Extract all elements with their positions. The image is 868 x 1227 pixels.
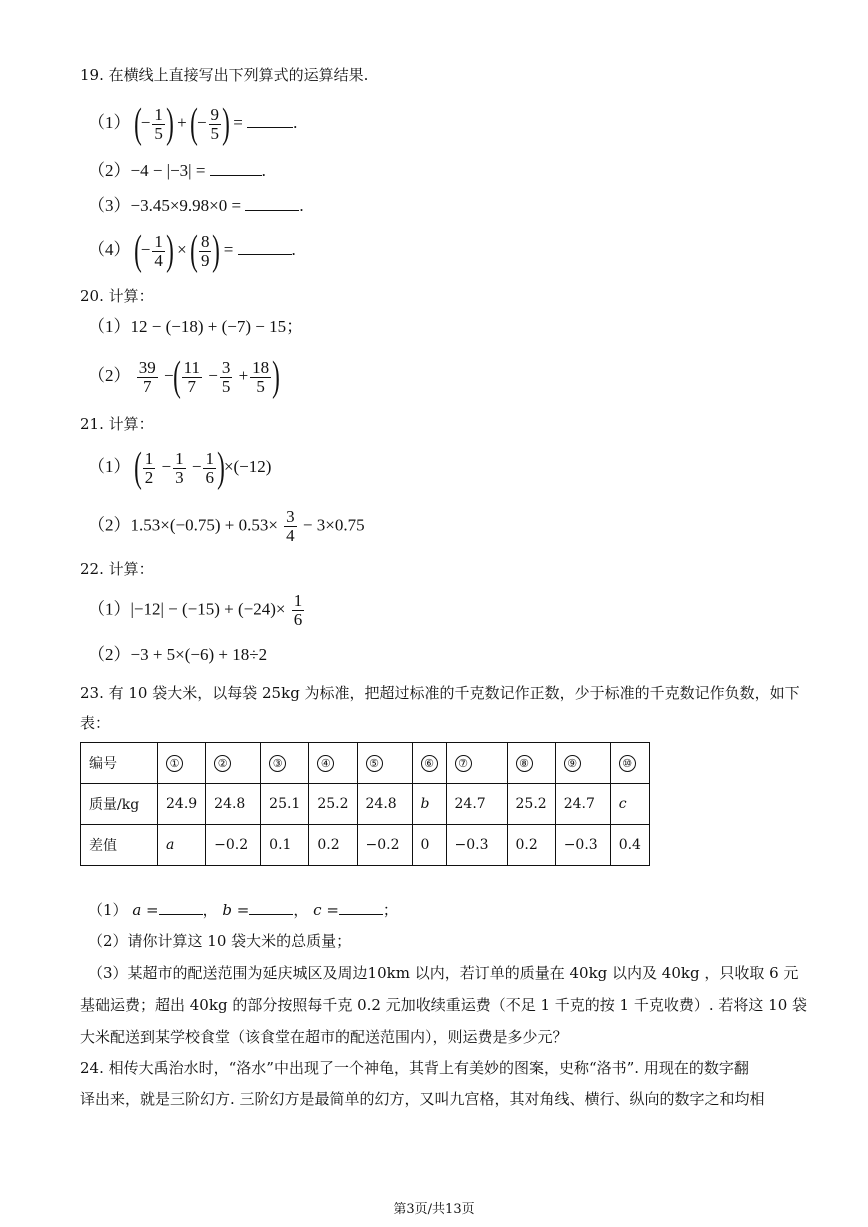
table-cell: ② (214, 755, 231, 772)
table-cell: 24.8 (357, 784, 412, 825)
answer-blank[interactable] (159, 900, 203, 915)
page-footer: 第3页/共13页 (393, 1202, 475, 1217)
q23-part3-1: （3）某超市的配送范围为延庆城区及周边10km 以内，若订单的质量在 40kg 以内及 40kg ，只收取 6 元 (88, 964, 799, 982)
table-cell: ⑩ (619, 755, 636, 772)
table-cell: 0.2 (309, 825, 357, 866)
answer-blank[interactable] (245, 196, 299, 211)
answer-blank[interactable] (238, 240, 292, 255)
table-cell: −0.2 (206, 825, 261, 866)
table-cell: −0.3 (446, 825, 507, 866)
q21-title: 21. 计算： (80, 415, 154, 433)
table-cell: 25.2 (507, 784, 555, 825)
q24-line-2: 译出来，就是三阶幻方. 三阶幻方是最简单的幻方，又叫九宫格，其对角线、横行、纵向的数字之和均相 (80, 1090, 765, 1108)
q19-part3: （3）−3.45×9.98×0 = . (88, 196, 304, 215)
row-header: 编号 (81, 743, 158, 784)
q20-title: 20. 计算： (80, 287, 154, 305)
table-cell: 0 (412, 825, 446, 866)
q23-intro-1: 23. 有 10 袋大米，以每袋 25kg 为标准，把超过标准的千克数记作正数，少于标准的千克数记作负数，如下 (80, 684, 800, 702)
q21-part2: （2）1.53×(−0.75) + 0.53× $\frac{3}{4}$ − 3×0.75 (88, 507, 365, 545)
table-cell: ⑦ (455, 755, 472, 772)
answer-blank[interactable] (247, 113, 293, 128)
table-cell: a (158, 825, 206, 866)
row-header: 差值 (81, 825, 158, 866)
table-cell: −0.3 (555, 825, 610, 866)
table-row (81, 784, 650, 825)
q22-title: 22. 计算： (80, 560, 154, 578)
q24-line-1: 24. 相传大禹治水时，“洛水”中出现了一个神龟，其背上有美妙的图案，史称“洛书”. 用现在的数字翻 (80, 1059, 749, 1077)
table-cell: ⑤ (366, 755, 383, 772)
q20-part1: （1）12 − (−18) + (−7) − 15； (88, 317, 304, 336)
table-row (81, 743, 650, 784)
answer-blank[interactable] (339, 900, 383, 915)
q23-part2: （2）请你计算这 10 袋大米的总质量； (88, 932, 352, 950)
answer-blank[interactable] (210, 161, 262, 176)
q22-part2: （2）−3 + 5×(−6) + 18÷2 (88, 645, 268, 664)
table-cell: 25.2 (309, 784, 357, 825)
q20-part2: （2） $\frac{39}{7}$ −( $\frac{11}{7}$ − $\frac{3}{5}$ + $\frac{18}{5}$ ) (88, 354, 281, 400)
table-cell: ① (166, 755, 183, 772)
table-cell: −0.2 (357, 825, 412, 866)
table-cell: b (412, 784, 446, 825)
table-cell: 24.8 (206, 784, 261, 825)
table-cell: ③ (269, 755, 286, 772)
table-cell: 0.4 (610, 825, 649, 866)
answer-blank[interactable] (249, 900, 293, 915)
q23-part3-3: 大米配送到某学校食堂（该食堂在超市的配送范围内），则运费是多少元？ (80, 1028, 568, 1046)
table-cell: 25.1 (261, 784, 309, 825)
table-cell: 0.1 (261, 825, 309, 866)
q23-part3-2: 基础运费；超出 40kg 的部分按照每千克 0.2 元加收续重运费（不足 1 千克的按 1 千克收费）. 若将这 10 袋 (80, 996, 808, 1014)
q22-part1: （1）|−12| − (−15) + (−24)× $\frac{1}{6}$ (88, 591, 303, 629)
table-row (81, 825, 650, 866)
table-cell: ⑨ (564, 755, 581, 772)
rice-bag-table (80, 742, 650, 866)
table-cell: 24.7 (555, 784, 610, 825)
q23-part1: （1） a = ， b = ， c = ； (88, 901, 398, 919)
table-cell: 24.9 (158, 784, 206, 825)
q19-part4: （4） (− $\frac{1}{4}$ ) × ( $\frac{8}{9}$ ) = . (88, 228, 296, 274)
table-cell: ⑧ (516, 755, 533, 772)
q19-part1: （1） (− $\frac{1}{5}$ ) + (− $\frac{9}{5}$ ) = . (88, 101, 298, 147)
table-cell: c (610, 784, 649, 825)
q21-part1: （1） ( $\frac{1}{2}$ − $\frac{1}{3}$ − $\frac{1}{6}$ )×(−12) (88, 445, 272, 491)
table-cell: 24.7 (446, 784, 507, 825)
table-cell: 0.2 (507, 825, 555, 866)
row-header: 质量/kg (81, 784, 158, 825)
q19-title: 19. 在横线上直接写出下列算式的运算结果. (80, 66, 369, 84)
table-cell: ⑥ (421, 755, 438, 772)
q19-part2: （2）−4 − |−3| = . (88, 161, 266, 180)
table-cell: ④ (317, 755, 334, 772)
q23-intro-2: 表： (80, 714, 111, 732)
